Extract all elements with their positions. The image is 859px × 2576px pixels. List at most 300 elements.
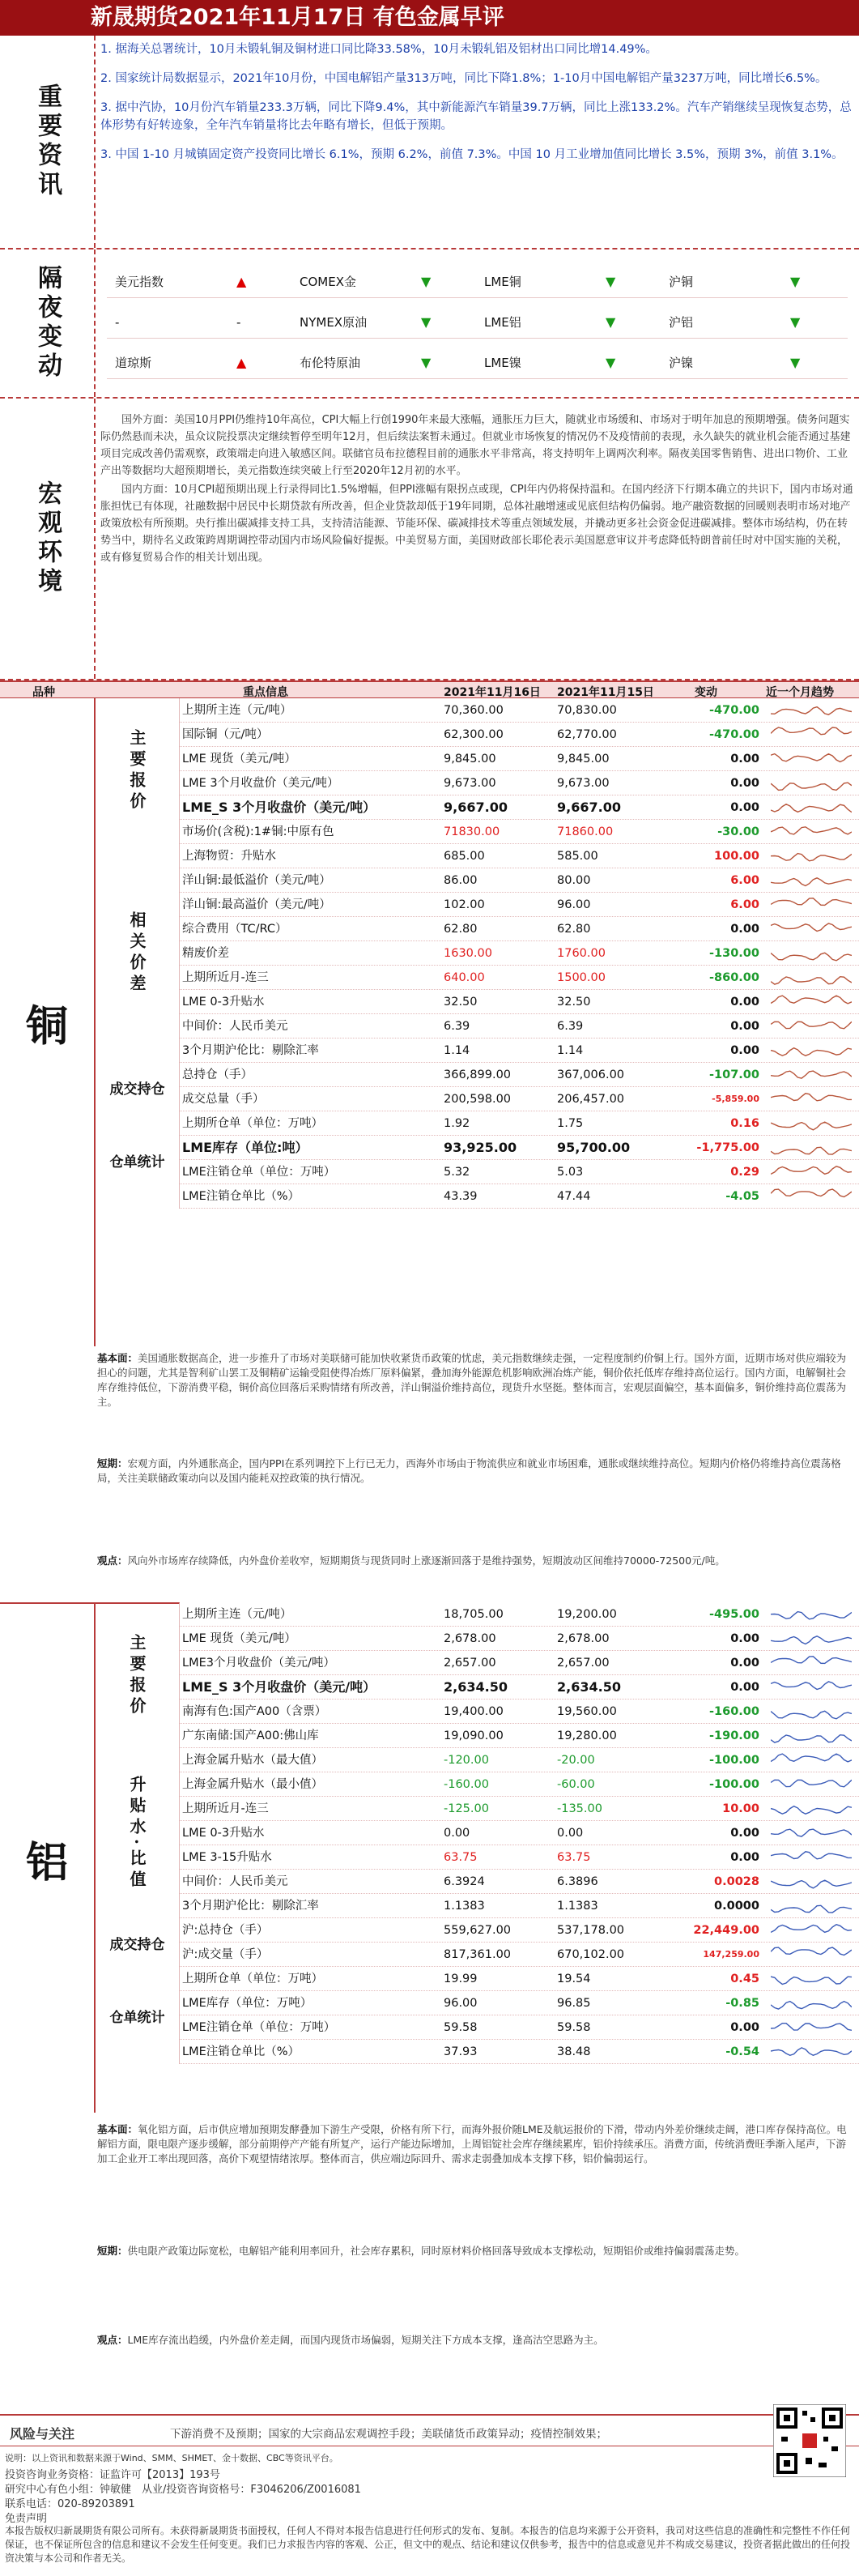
row-label: 上期所近月-连三	[182, 1802, 269, 1815]
note-label: 观点：	[97, 2334, 128, 2346]
trend-sparkline	[771, 1605, 852, 1624]
value-previous: 95,700.00	[557, 1140, 631, 1155]
table-row	[180, 1918, 859, 1943]
value-current: 43.39	[444, 1190, 478, 1203]
value-change: -160.00	[709, 1705, 759, 1718]
value-previous: 367,006.00	[557, 1068, 625, 1081]
value-change: 0.0000	[714, 1900, 759, 1913]
analysis-note	[97, 1351, 854, 1456]
analysis-note	[97, 2122, 854, 2244]
trend-sparkline	[771, 725, 852, 744]
row-label: 上海金属升贴水（最大值）	[182, 1754, 323, 1767]
value-current: 2,678.00	[444, 1632, 496, 1645]
trend-sparkline	[771, 1751, 852, 1770]
value-current: 86.00	[444, 874, 478, 887]
aluminum-label: 铝	[0, 1602, 96, 2113]
value-previous: 19,200.00	[557, 1608, 617, 1621]
header-d2: 2021年11月15日	[557, 686, 654, 699]
overnight-item-name: LME铝	[484, 315, 521, 330]
table-row	[180, 1797, 859, 1821]
value-current: 19,090.00	[444, 1729, 504, 1742]
trend-sparkline	[771, 1726, 852, 1746]
trend-sparkline	[771, 847, 852, 866]
value-change: 0.0028	[714, 1875, 759, 1888]
row-label: LME 3-15升贴水	[182, 1851, 272, 1864]
table-row	[180, 1894, 859, 1918]
table-row	[180, 1772, 859, 1797]
value-previous: -135.00	[557, 1802, 602, 1815]
overnight-label: 隔夜变动	[33, 265, 62, 382]
value-previous: 80.00	[557, 874, 591, 887]
value-change: -0.54	[725, 2045, 759, 2058]
trend-sparkline	[771, 871, 852, 890]
value-previous: 19.54	[557, 1973, 591, 1985]
trend-sparkline	[771, 1872, 852, 1891]
value-current: 2,634.50	[444, 1679, 508, 1695]
value-change: -30.00	[717, 825, 759, 838]
table-row	[180, 1675, 859, 1700]
news-item: 1. 据海关总署统计，10月未锻轧铜及铜材进口同比降33.58%，10月未锻轧铝及铝材出口同比增14.49%。	[100, 43, 657, 56]
value-current: 9,667.00	[444, 800, 508, 815]
row-label: 中间价：人民币美元	[182, 1875, 288, 1888]
value-previous: 206,457.00	[557, 1093, 625, 1106]
risk-text: 下游消费不及预期；国家的大宗商品宏观调控手段；美联储货币政策异动；疫情控制效果；	[170, 2428, 607, 2441]
value-current: 559,627.00	[444, 1924, 512, 1937]
table-row	[180, 966, 859, 990]
value-previous: 1.14	[557, 1044, 584, 1057]
footer-researcher: 研究中心有色小组：钟敏健 从业/投资咨询资格号：F3046206/Z0016081	[5, 2484, 361, 2496]
value-change: 0.00	[730, 801, 759, 814]
header-change: 变动	[695, 686, 717, 699]
trend-sparkline	[771, 895, 852, 915]
value-previous: 70,830.00	[557, 704, 617, 717]
down-arrow-icon: ▼	[421, 314, 432, 330]
footer-disclaimer: 本报告版权归新晟期货有限公司所有。未获得新晟期货书面授权，任何人不得对本报告信息进行任何形式的发布、复制。本报告的信息均来源于公开资料，我司对这些信息的准确性和完整性不作任何保证，也不保证所包含的信息和建议不会发生任何变更。我们已力求报告内容的客观、公正，但文中的观点、结论和建议仅供参考，报告中的信息或意见并不构成交易建议，投资者据此做出的任何投资决策与本公司和作者无关。	[5, 2525, 851, 2564]
trend-sparkline	[771, 1969, 852, 1989]
value-current: 18,705.00	[444, 1608, 504, 1621]
value-current: 640.00	[444, 971, 485, 984]
down-arrow-icon: ▼	[790, 314, 801, 330]
trend-sparkline	[771, 1090, 852, 1109]
overnight-item-name: NYMEX原油	[300, 315, 368, 330]
table-row	[180, 1087, 859, 1111]
footer-license: 投资咨询业务资格：证监许可【2013】193号	[5, 2469, 220, 2481]
table-row	[180, 1821, 859, 1845]
row-label: LME 现货（美元/吨）	[182, 753, 296, 766]
row-label: 上期所仓单（单位：万吨）	[182, 1973, 323, 1985]
row-label: 综合费用（TC/RC）	[182, 923, 287, 936]
trend-sparkline	[771, 1114, 852, 1133]
value-change: -107.00	[709, 1068, 759, 1081]
trend-sparkline	[771, 798, 852, 817]
value-current: 70,360.00	[444, 704, 504, 717]
value-previous: 6.39	[557, 1020, 584, 1033]
trend-sparkline	[771, 1775, 852, 1794]
table-row	[180, 795, 859, 820]
value-change: 0.00	[730, 923, 759, 936]
trend-sparkline	[771, 1162, 852, 1182]
table-row	[180, 917, 859, 941]
value-current: 37.93	[444, 2045, 478, 2058]
value-change: -495.00	[709, 1608, 759, 1621]
note-label: 基本面：	[97, 1352, 138, 1364]
trend-sparkline	[771, 1994, 852, 2013]
analysis-note	[97, 2244, 854, 2333]
row-label: LME库存（单位:吨）	[182, 1140, 308, 1155]
value-current: 817,361.00	[444, 1948, 512, 1961]
header-d1: 2021年11月16日	[444, 686, 541, 699]
row-label: LME_S 3个月收盘价（美元/吨）	[182, 1679, 376, 1695]
value-previous: 2,657.00	[557, 1657, 610, 1670]
value-previous: 96.85	[557, 1997, 591, 2010]
row-label: 精废价差	[182, 947, 229, 960]
value-previous: 38.48	[557, 2045, 591, 2058]
note-text: 宏观方面，内外通胀高企，国内PPI在系列调控下上行已无力，西海外市场由于物流供应和就业市场困难，通胀或继续维持高位。短期内价格仍将维持高位震荡格局，关注美联储政策动向以及国内能耗双控政策的执行情况。	[97, 1457, 841, 1484]
trend-sparkline	[771, 2042, 852, 2062]
table-row	[180, 1111, 859, 1136]
aluminum-cat-price: 主要报价	[96, 1602, 180, 1748]
value-current: 6.3924	[444, 1875, 485, 1888]
row-label: 沪:总持仓（手）	[182, 1924, 269, 1937]
value-change: 0.00	[730, 1020, 759, 1033]
value-current: 93,925.00	[444, 1140, 517, 1155]
trend-sparkline	[771, 701, 852, 720]
news-item: 3. 据中汽协，10月份汽车销量233.3万辆，同比下降9.4%，其中新能源汽车销量39.7万辆，同比上涨133.2%。汽车产销继续呈现恢复态势，总体形势有好转迹象，全年汽车销量将比去年略有增长，但低于预期。	[100, 101, 852, 132]
value-current: 19,400.00	[444, 1705, 504, 1718]
note-text: 供电限产政策边际宽松，电解铝产能利用率回升，社会库存累积，同时原材料价格回落导致成本支撑松动，短期铝价或维持偏弱震荡走势。	[127, 2245, 746, 2257]
copper-cat-volume: 成交持仓	[96, 1063, 180, 1111]
value-previous: 1760.00	[557, 947, 606, 960]
row-label: LME 3个月收盘价（美元/吨）	[182, 777, 339, 790]
value-current: 366,899.00	[444, 1068, 512, 1081]
analysis-note	[97, 2333, 854, 2390]
row-label: 市场价(含税):1#铜:中原有色	[182, 825, 334, 838]
aluminum-cat-spread: 升贴水·比值	[96, 1748, 180, 1918]
copper-cat-price: 主要报价	[96, 698, 180, 844]
trend-sparkline	[771, 944, 852, 963]
value-previous: -60.00	[557, 1778, 595, 1791]
value-current: 2,657.00	[444, 1657, 496, 1670]
value-current: 71830.00	[444, 825, 500, 838]
grid-header	[0, 680, 859, 698]
row-label: 上期所主连（元/吨）	[182, 704, 292, 717]
table-row	[180, 844, 859, 868]
copper-cat-stock: 仓单统计	[96, 1111, 180, 1209]
value-current: 9,845.00	[444, 753, 496, 766]
value-previous: 2,634.50	[557, 1679, 621, 1695]
value-change: 0.00	[730, 753, 759, 766]
table-row	[180, 1943, 859, 1967]
overnight-row	[107, 306, 848, 339]
trend-sparkline	[771, 774, 852, 793]
up-arrow-icon: ▲	[236, 274, 247, 289]
overnight-item-name: -	[115, 314, 120, 330]
value-change: -0.85	[725, 1997, 759, 2010]
table-row	[180, 1136, 859, 1160]
macro-section	[0, 399, 859, 680]
trend-sparkline	[771, 1653, 852, 1673]
footer	[0, 2448, 859, 2576]
trend-sparkline	[771, 1945, 852, 1964]
row-label: 国际铜（元/吨）	[182, 728, 269, 741]
row-label: 上海金属升贴水（最小值）	[182, 1778, 323, 1791]
value-current: 5.32	[444, 1166, 470, 1179]
row-label: 上海物贸：升贴水	[182, 850, 276, 863]
value-current: 59.58	[444, 2021, 478, 2034]
footer-source: 说明：以上资讯和数据来源于Wind、SMM、SHMET、金十数据、CBC等资讯平台。	[5, 2453, 338, 2463]
trend-sparkline	[771, 1678, 852, 1697]
value-change: 22,449.00	[693, 1924, 759, 1937]
value-previous: 1500.00	[557, 971, 606, 984]
trend-sparkline	[771, 1896, 852, 1916]
row-label: LME_S 3个月收盘价（美元/吨）	[182, 800, 376, 815]
value-previous: 2,678.00	[557, 1632, 610, 1645]
table-row	[180, 1845, 859, 1870]
value-change: -130.00	[709, 947, 759, 960]
row-label: 中间价：人民币美元	[182, 1020, 288, 1033]
table-row	[180, 1991, 859, 2015]
overnight-section	[0, 249, 859, 399]
value-current: 102.00	[444, 898, 485, 911]
qr-code-icon	[773, 2404, 846, 2477]
trend-sparkline	[771, 1187, 852, 1206]
overnight-row	[107, 347, 848, 379]
row-label: LME 0-3升贴水	[182, 996, 265, 1009]
value-change: 0.00	[730, 777, 759, 790]
value-current: 1630.00	[444, 947, 492, 960]
row-label: 洋山铜:最高溢价（美元/吨）	[182, 898, 331, 911]
trend-sparkline	[771, 1629, 852, 1648]
value-previous: 19,280.00	[557, 1729, 617, 1742]
value-change: 6.00	[730, 874, 759, 887]
value-previous: 19,560.00	[557, 1705, 617, 1718]
value-current: 96.00	[444, 1997, 478, 2010]
overnight-item-name: LME铜	[484, 275, 521, 289]
header-species: 品种	[32, 686, 55, 699]
row-label: 3个月期沪伦比：剔除汇率	[182, 1044, 319, 1057]
note-label: 短期：	[97, 2245, 128, 2257]
trend-sparkline	[771, 919, 852, 939]
value-current: 685.00	[444, 850, 485, 863]
value-previous: 32.50	[557, 996, 591, 1009]
trend-sparkline	[771, 992, 852, 1012]
table-row	[180, 1184, 859, 1209]
trend-sparkline	[771, 1921, 852, 1940]
down-arrow-icon: ▼	[606, 274, 616, 289]
value-change: 0.00	[730, 1681, 759, 1694]
note-text: LME库存流出趋缓，内外盘价差走阔，而国内现货市场偏弱，短期关注下方成本支撑，逢高沽空思路为主。	[127, 2334, 604, 2346]
aluminum-cat-volume: 成交持仓	[96, 1918, 180, 1967]
value-previous: 9,667.00	[557, 800, 621, 815]
value-change: -100.00	[709, 1754, 759, 1767]
risk-row	[0, 2414, 859, 2446]
value-previous: 62,770.00	[557, 728, 617, 741]
value-change: 0.45	[730, 1973, 759, 1985]
table-row	[180, 698, 859, 723]
table-row	[180, 1870, 859, 1894]
copper-cat-spread: 相关价差	[96, 844, 180, 1063]
analysis-note	[97, 1456, 854, 1554]
note-text: 氧化铝方面，后市供应增加预期发酵叠加下游生产受限，价格有所下行，而海外报价随LME及航运报价的下滑，带动内外差价继续走阔，港口库存保持高位。电解铝方面，限电限产逐步缓解，部分前期停产产能有所复产，运行产能边际增加，上周铝锭社会库存继续累库，铝价持续承压。消费方面，传统消费旺季渐入尾声，下游加工企业开工率出现回落，高价下观望情绪浓厚。整体而言，供应端边际回升、需求走弱叠加成本支撑下移，铝价偏弱运行。	[97, 2123, 847, 2164]
news-item: 2. 国家统计局数据显示，2021年10月份，中国电解铝产量313万吨，同比下降1.8%；1-10月中国电解铝产量3237万吨，同比增长6.5%。	[100, 72, 827, 85]
row-label: 总持仓（手）	[182, 1068, 253, 1081]
note-label: 观点：	[97, 1555, 128, 1567]
flat-icon: -	[236, 314, 241, 330]
table-row	[180, 723, 859, 747]
value-previous: 670,102.00	[557, 1948, 625, 1961]
note-label: 短期：	[97, 1457, 128, 1469]
table-row	[180, 1724, 859, 1748]
value-previous: 585.00	[557, 850, 598, 863]
table-row	[180, 1700, 859, 1724]
value-previous: 62.80	[557, 923, 591, 936]
macro-paragraph: 国内方面：10月CPI超预期出现上行录得同比1.5%增幅，但PPI涨幅有限拐点或现，CPI年内仍将保持温和。在国内经济下行期本确立的共识下，国内市场对通胀担忧已有体现，社融数据中居民中长期贷款有所改善，但企业贷款却低于19年同期，总体社融增速或见底但结构仍偏弱。地产融资数据的回暖则表明市场对地产政策放松有所预期。央行推出碳减排支持工具，支持清洁能源、节能环保、碳减排技术等重点领域发展，并撬动更多社会资金促进碳减排。整体市场结构，仍在转势当中，期待名义政策跨周期调控带动国内市场风险偏好提振。中美贸易方面，美国财政部长耶伦表示美国愿意审议并考虑降低特朗普前任时对中国实施的关税，或有修复贸易合作的相关计划出现。	[100, 484, 853, 564]
footer-disclaimer-title: 免责声明	[5, 2513, 48, 2525]
overnight-item-name: COMEX金	[300, 275, 356, 289]
value-current: -120.00	[444, 1754, 489, 1767]
value-previous: 96.00	[557, 898, 591, 911]
note-text: 风向外市场库存续降低，内外盘价差收窄，短期期货与现货同时上涨逐渐回落于是维持强势，短期波动区间维持70000-72500元/吨。	[127, 1555, 725, 1567]
value-current: 32.50	[444, 996, 478, 1009]
trend-sparkline	[771, 1138, 852, 1158]
trend-sparkline	[771, 1017, 852, 1036]
row-label: 上期所仓单（单位：万吨）	[182, 1117, 323, 1130]
row-label: 广东南储:国产A00:佛山库	[182, 1729, 319, 1742]
overnight-item-name: 沪铝	[669, 315, 694, 330]
value-change: -190.00	[709, 1729, 759, 1742]
row-label: 3个月期沪伦比：剔除汇率	[182, 1900, 319, 1913]
trend-sparkline	[771, 1799, 852, 1819]
value-change: 0.00	[730, 1827, 759, 1840]
value-current: 9,673.00	[444, 777, 496, 790]
row-label: LME注销仓单（单位：万吨）	[182, 1166, 336, 1179]
header-info: 重点信息	[243, 686, 288, 699]
value-current: 1.92	[444, 1117, 470, 1130]
table-row	[180, 820, 859, 844]
value-current: 19.99	[444, 1973, 478, 1985]
value-current: 0.00	[444, 1827, 470, 1840]
trend-sparkline	[771, 749, 852, 769]
value-change: -470.00	[709, 728, 759, 741]
value-current: 200,598.00	[444, 1093, 512, 1106]
overnight-item-name: 道琼斯	[115, 356, 152, 370]
value-current: -160.00	[444, 1778, 489, 1791]
macro-label: 宏观环境	[33, 480, 62, 597]
table-row	[180, 868, 859, 893]
value-previous: 0.00	[557, 1827, 584, 1840]
value-change: -100.00	[709, 1778, 759, 1791]
news-item: 3. 中国 1-10 月城镇固定资产投资同比增长 6.1%，预期 6.2%，前值 7.3%。中国 10 月工业增加值同比增长 3.5%，预期 3%，前值 3.1%。	[100, 148, 844, 161]
table-row	[180, 2015, 859, 2040]
value-change: -4.05	[725, 1190, 759, 1203]
trend-sparkline	[771, 1065, 852, 1085]
row-label: LME 现货（美元/吨）	[182, 1632, 296, 1645]
value-change: 0.00	[730, 1632, 759, 1645]
down-arrow-icon: ▼	[790, 274, 801, 289]
analysis-note	[97, 1554, 854, 1602]
down-arrow-icon: ▼	[421, 274, 432, 289]
value-change: 0.00	[730, 1044, 759, 1057]
value-change: 0.00	[730, 996, 759, 1009]
header-trend: 近一个月趋势	[766, 686, 834, 699]
table-row	[180, 1039, 859, 1063]
value-previous: 6.3896	[557, 1875, 598, 1888]
trend-sparkline	[771, 1848, 852, 1867]
risk-label: 风险与关注	[10, 2426, 75, 2442]
value-previous: 59.58	[557, 2021, 591, 2034]
value-current: 1.14	[444, 1044, 470, 1057]
row-label: LME注销仓单比（%）	[182, 1190, 300, 1203]
trend-sparkline	[771, 822, 852, 842]
row-label: LME3个月收盘价（美元/吨）	[182, 1657, 335, 1670]
value-change: -860.00	[709, 971, 759, 984]
value-change: 0.00	[730, 2021, 759, 2034]
value-previous: 1.75	[557, 1117, 584, 1130]
down-arrow-icon: ▼	[790, 355, 801, 370]
trend-sparkline	[771, 1823, 852, 1843]
row-label: 上期所主连（元/吨）	[182, 1608, 292, 1621]
row-label: LME注销仓单比（%）	[182, 2045, 300, 2058]
value-change: -5,859.00	[712, 1094, 759, 1104]
down-arrow-icon: ▼	[606, 314, 616, 330]
overnight-item-name: 布伦特原油	[300, 356, 361, 370]
page-title: 新晟期货2021年11月17日 有色金属早评	[0, 0, 859, 36]
macro-paragraph: 国外方面：美国10月PPI仍维持10年高位，CPI大幅上行创1990年来最大涨幅，通胀压力巨大，随就业市场缓和、市场对于明年加息的预期增强。债务问题实际仍然悬而未决，虽众议院投票决定继续暂停至明年12月，但后续法案暂未通过。但就业市场恢复的情况仍不及疫情前的表现，永久缺失的就业机会能否通过基建项目完成改善仍需观察，政策端走向进入敏感区间。联储官员布拉德程目前的通胀水平非常高，将支持明年上调两次利率。隔夜美国零售销售、进出口物价、工业产出等数据均大超预期增长，美元指数连续突破上行至2020年12月初的水平。	[100, 414, 851, 477]
table-row	[180, 1748, 859, 1772]
value-previous: 9,845.00	[557, 753, 610, 766]
footer-phone: 联系电话：020-89203891	[5, 2498, 135, 2510]
overnight-row	[107, 266, 848, 298]
row-label: 成交总量（手）	[182, 1093, 265, 1106]
value-previous: 71860.00	[557, 825, 614, 838]
value-current: 1.1383	[444, 1900, 485, 1913]
row-label: 洋山铜:最低溢价（美元/吨）	[182, 874, 331, 887]
overnight-item-name: 沪铜	[669, 275, 694, 289]
row-label: LME注销仓单（单位：万吨）	[182, 2021, 336, 2034]
note-text: 美国通胀数据高企，进一步推升了市场对美联储可能加快收紧货币政策的忧虑，美元指数继续走强，一定程度制约价铜上行。国外方面，近期市场对供应端较为担心的问题，尤其是智利矿山罢工及铜精矿运输受阻使得冶炼厂原料偏紧，叠加海外能源危机影响欧洲冶炼产能，铜价依托低库存维持高位运行。国内方面，电解铜社会库存维持低位，下游消费平稳，铜价高位回落后采购情绪有所改善，洋山铜溢价维持高位，现货升水坚挺。整体而言，宏观层面偏空，基本面偏多，铜价维持高位震荡为主。	[97, 1352, 847, 1408]
value-change: -470.00	[709, 704, 759, 717]
overnight-item-name: 美元指数	[115, 275, 164, 289]
down-arrow-icon: ▼	[421, 355, 432, 370]
table-row	[180, 1627, 859, 1651]
table-row	[180, 1651, 859, 1675]
value-change: 10.00	[722, 1802, 759, 1815]
up-arrow-icon: ▲	[236, 355, 247, 370]
down-arrow-icon: ▼	[606, 355, 616, 370]
value-change: 0.00	[730, 1657, 759, 1670]
table-row	[180, 1602, 859, 1627]
value-previous: 47.44	[557, 1190, 591, 1203]
table-row	[180, 2040, 859, 2064]
news-section	[0, 36, 859, 249]
table-row	[180, 771, 859, 795]
value-previous: 1.1383	[557, 1900, 598, 1913]
table-row	[180, 941, 859, 966]
row-label: 沪:成交量（手）	[182, 1948, 269, 1961]
row-label: 上期所近月-连三	[182, 971, 269, 984]
value-previous: 537,178.00	[557, 1924, 625, 1937]
table-row	[180, 747, 859, 771]
table-row	[180, 1967, 859, 1991]
value-previous: 5.03	[557, 1166, 584, 1179]
overnight-item-name: 沪镍	[669, 356, 694, 370]
note-label: 基本面：	[97, 2123, 138, 2135]
value-change: 100.00	[714, 850, 759, 863]
value-current: -125.00	[444, 1802, 489, 1815]
table-row	[180, 1063, 859, 1087]
copper-label: 铜	[0, 698, 96, 1346]
row-label: LME库存（单位：万吨）	[182, 1997, 313, 2010]
